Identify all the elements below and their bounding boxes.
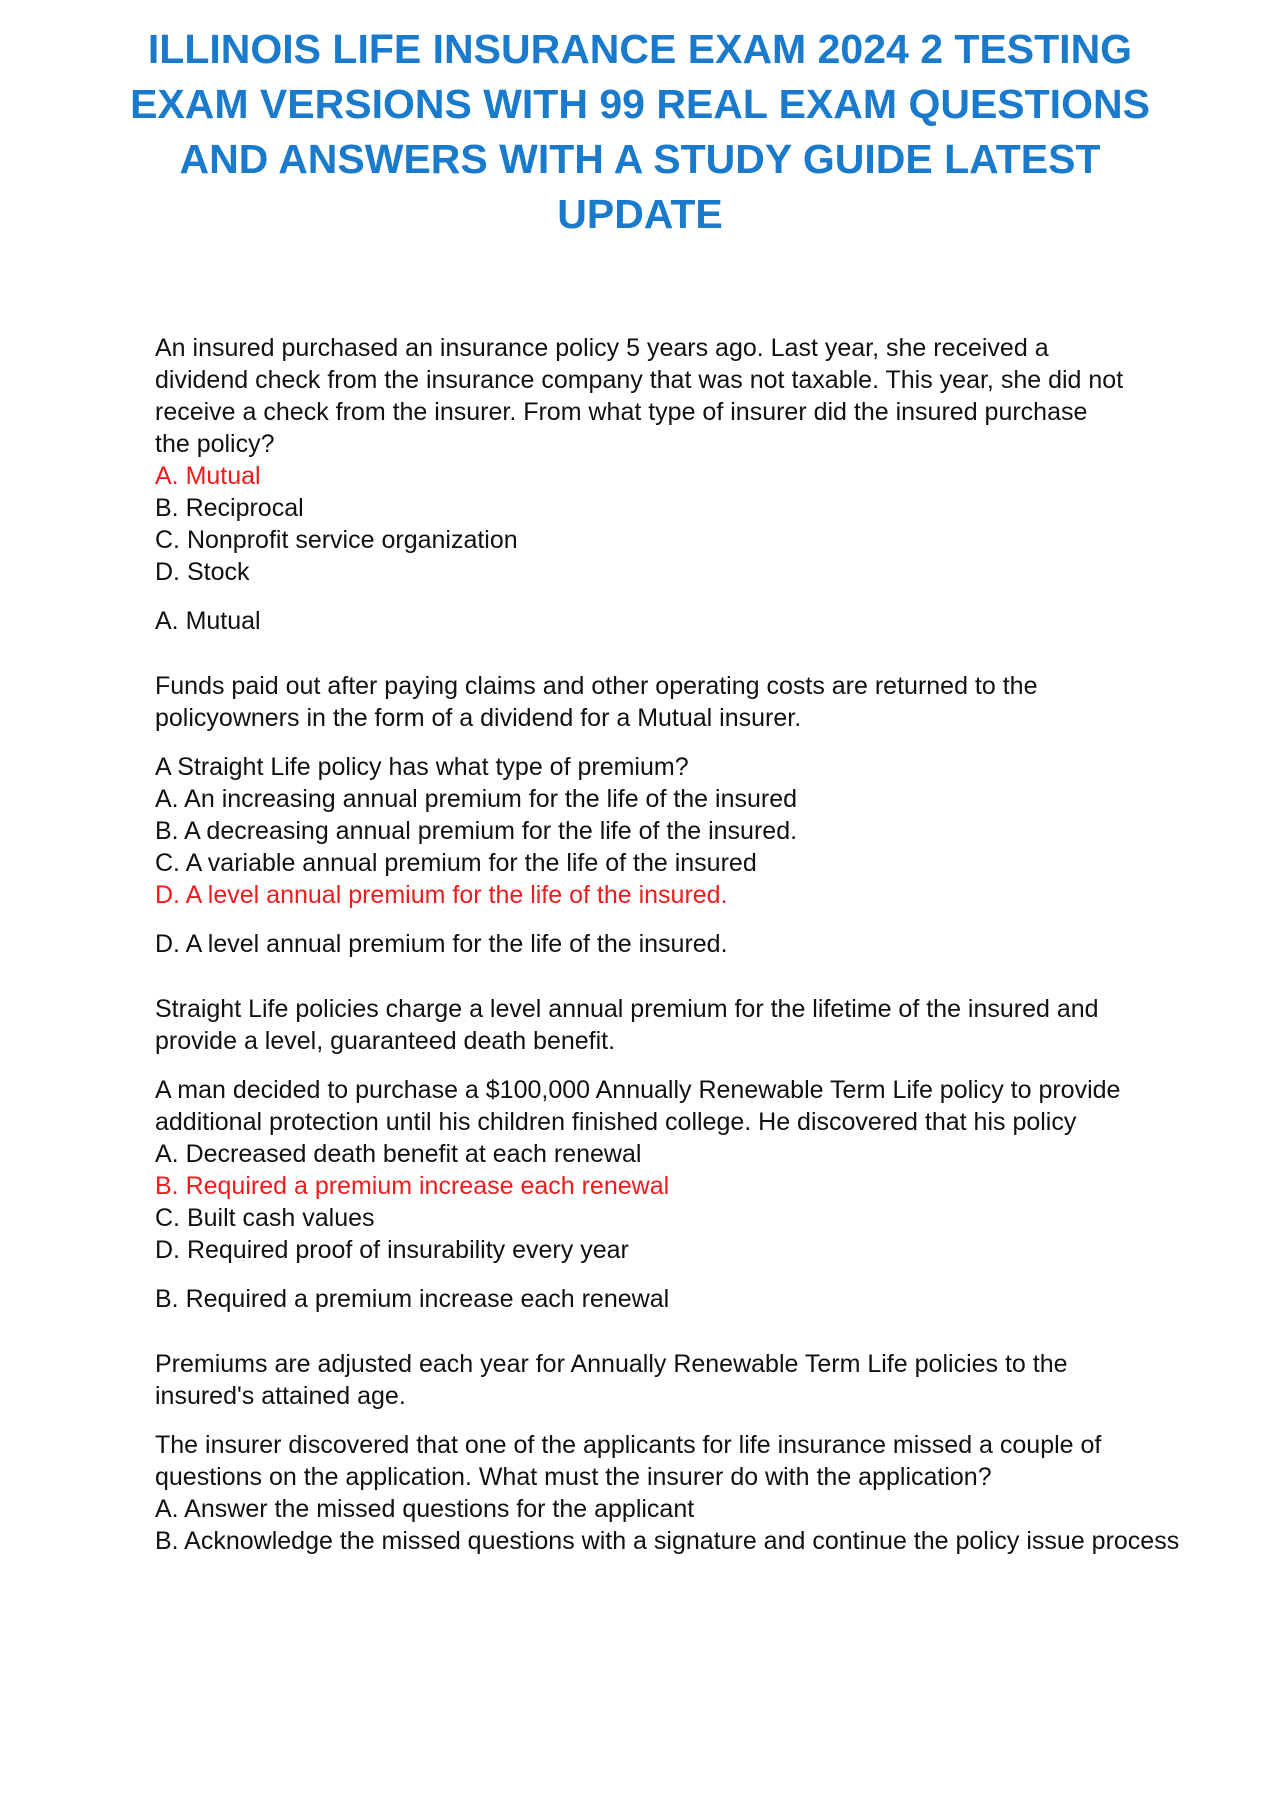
explanation-text: Funds paid out after paying claims and other operating costs are returned to the xyxy=(155,672,1038,700)
question-stem xyxy=(155,1074,1265,1266)
answer-option: C. Nonprofit service organization xyxy=(155,526,518,554)
explanation-text: policyowners in the form of a dividend for a Mutual insurer. xyxy=(155,704,802,732)
title-line: EXAM VERSIONS WITH 99 REAL EXAM QUESTIONS xyxy=(130,81,1150,127)
document-title xyxy=(80,22,1200,242)
correct-option: B. Required a premium increase each renewal xyxy=(155,1172,670,1200)
answer-option: A. Decreased death benefit at each renewal xyxy=(155,1140,642,1168)
question-text: A man decided to purchase a $100,000 Annually Renewable Term Life policy to provide xyxy=(155,1076,1121,1104)
question-text: The insurer discovered that one of the applicants for life insurance missed a couple of xyxy=(155,1431,1102,1459)
answer-key xyxy=(155,928,1265,960)
explanation xyxy=(155,670,1265,734)
correct-option: D. A level annual premium for the life of the insured. xyxy=(155,881,728,909)
title-line: AND ANSWERS WITH A STUDY GUIDE LATEST xyxy=(179,136,1101,182)
question-stem xyxy=(155,1429,1265,1557)
answer-option: C. Built cash values xyxy=(155,1204,375,1232)
explanation xyxy=(155,993,1265,1057)
answer-option: C. A variable annual premium for the life of the insured xyxy=(155,849,757,877)
answer-option: A. An increasing annual premium for the life of the insured xyxy=(155,785,798,813)
answer-key xyxy=(155,1283,1265,1315)
answer-option: B. A decreasing annual premium for the life of the insured. xyxy=(155,817,798,845)
answer-option: D. Stock xyxy=(155,558,250,586)
question-text: the policy? xyxy=(155,430,275,458)
question-stem xyxy=(155,751,1265,911)
explanation-text: Premiums are adjusted each year for Annually Renewable Term Life policies to the xyxy=(155,1350,1068,1378)
answer-option: D. Required proof of insurability every year xyxy=(155,1236,629,1264)
question-text: A Straight Life policy has what type of premium? xyxy=(155,753,689,781)
question-text: An insured purchased an insurance policy 5 years ago. Last year, she received a xyxy=(155,334,1049,362)
answer-key xyxy=(155,605,1265,637)
title-line: ILLINOIS LIFE INSURANCE EXAM 2024 2 TESTING xyxy=(147,26,1133,72)
explanation-text: provide a level, guaranteed death benefit. xyxy=(155,1027,616,1055)
question-stem xyxy=(155,332,1265,588)
title-line: UPDATE xyxy=(557,191,723,237)
answer-option: A. Answer the missed questions for the applicant xyxy=(155,1495,695,1523)
explanation-text: Straight Life policies charge a level annual premium for the lifetime of the insured and xyxy=(155,995,1099,1023)
question-text: questions on the application. What must the insurer do with the application? xyxy=(155,1463,992,1491)
explanation-text: insured's attained age. xyxy=(155,1382,406,1410)
answer-text: A. Mutual xyxy=(155,607,261,635)
question-text: dividend check from the insurance company that was not taxable. This year, she did not xyxy=(155,366,1124,394)
answer-option: B. Acknowledge the missed questions with a signature and continue the policy issue process xyxy=(155,1527,1180,1555)
questions-list xyxy=(155,332,1265,1557)
answer-option: B. Reciprocal xyxy=(155,494,304,522)
answer-text: D. A level annual premium for the life of the insured. xyxy=(155,930,728,958)
correct-option: A. Mutual xyxy=(155,462,261,490)
question-text: receive a check from the insurer. From what type of insurer did the insured purchase xyxy=(155,398,1088,426)
explanation xyxy=(155,1348,1265,1412)
answer-text: B. Required a premium increase each renewal xyxy=(155,1285,670,1313)
question-text: additional protection until his children finished college. He discovered that his policy xyxy=(155,1108,1077,1136)
